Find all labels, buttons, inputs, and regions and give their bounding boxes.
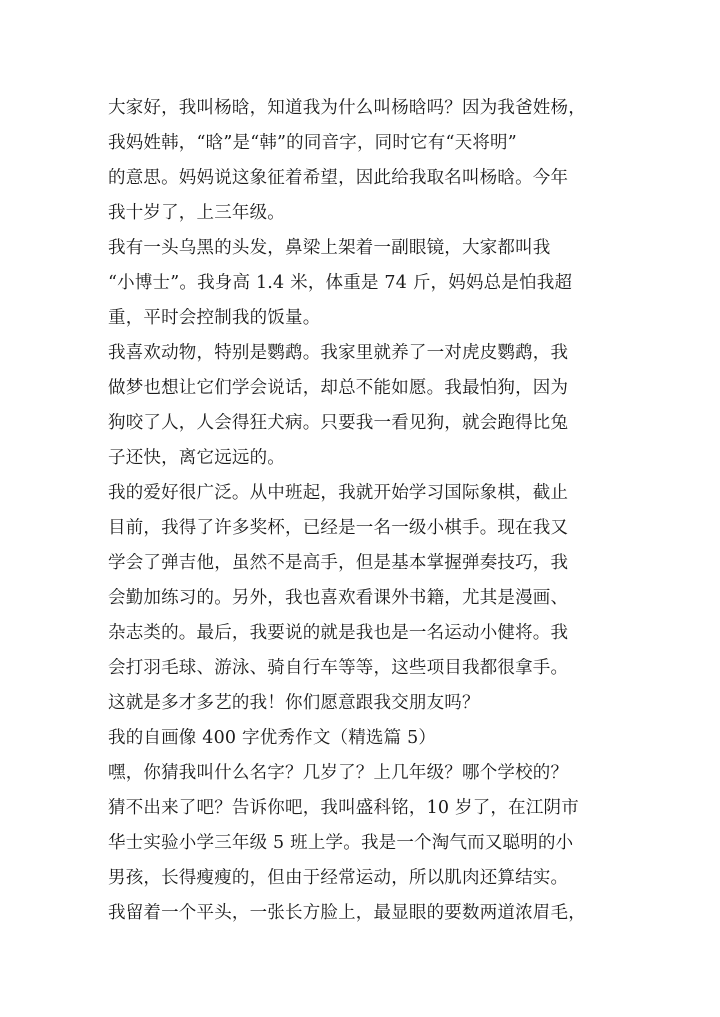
text-line: 男孩，长得瘦瘦的，但由于经常运动，所以肌肉还算结实。 [108,868,569,888]
text-line: 狗咬了人，人会得狂犬病。只要我一看见狗，就会跑得比兔 [108,413,569,433]
section-heading: 我的自画像 400 字优秀作文（精选篇 5） [108,728,437,748]
text-line: 我有一头乌黑的头发，鼻梁上架着一副眼镜，大家都叫我 [108,238,551,258]
text-line: 我留着一个平头，一张长方脸上，最显眼的要数两道浓眉毛， [108,903,586,923]
text-line: 做梦也想让它们学会说话，却总不能如愿。我最怕狗，因为 [108,378,569,398]
essay-text [108,91,648,931]
text-line: 我的爱好很广泛。从中班起，我就开始学习国际象棋，截止 [108,483,569,503]
text-line: 大家好，我叫杨晗，知道我为什么叫杨晗吗？因为我爸姓杨， [108,98,586,118]
text-line: 我十岁了，上三年级。 [108,203,285,223]
text-line: 会勤加练习的。另外，我也喜欢看课外书籍，尤其是漫画、 [108,588,569,608]
text-line: 嘿，你猜我叫什么名字？几岁了？上几年级？哪个学校的？ [108,763,569,783]
text-line: 会打羽毛球、游泳、骑自行车等等，这些项目我都很拿手。 [108,658,569,678]
text-line: 我喜欢动物，特别是鹦鹉。我家里就养了一对虎皮鹦鹉，我 [108,343,569,363]
text-line: 猜不出来了吧？告诉你吧，我叫盛科铭，10 岁了，在江阴市 [108,798,579,818]
text-line: 子还快，离它远远的。 [108,448,285,468]
text-line: 的意思。妈妈说这象征着希望，因此给我取名叫杨晗。今年 [108,168,569,188]
text-line: 这就是多才多艺的我！你们愿意跟我交朋友吗？ [108,693,480,713]
text-line: 华士实验小学三年级 5 班上学。我是一个淘气而又聪明的小 [108,833,574,853]
text-line: 杂志类的。最后，我要说的就是我也是一名运动小健将。我 [108,623,569,643]
text-line: 目前，我得了许多奖杯，已经是一名一级小棋手。现在我又 [108,518,569,538]
text-line: 重，平时会控制我的饭量。 [108,308,321,328]
text-line: “小博士”。我身高 1.4 米，体重是 74 斤，妈妈总是怕我超 [108,273,573,293]
text-line: 学会了弹吉他，虽然不是高手，但是基本掌握弹奏技巧，我 [108,553,569,573]
text-line: 我妈姓韩，“晗”是“韩”的同音字，同时它有“天将明” [108,133,517,153]
